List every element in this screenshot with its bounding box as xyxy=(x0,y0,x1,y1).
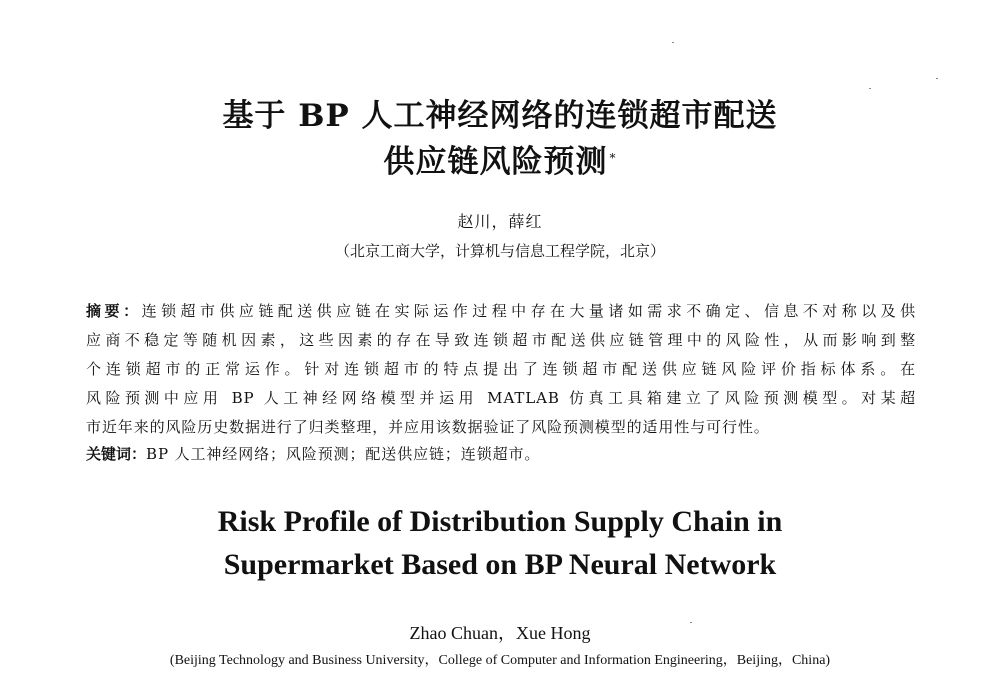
scan-speck xyxy=(869,88,871,89)
abstract-line-text: 连锁超市供应链配送供应链在实际运作过程中存在大量诸如需求不确定、信息不对称以及供 xyxy=(141,302,916,320)
english-title-line-1: Risk Profile of Distribution Supply Chain in xyxy=(217,505,783,538)
scan-speck xyxy=(936,78,938,79)
abstract-line: 应商不稳定等随机因素，这些因素的存在导致连锁超市配送供应链管理中的风险性，从而影响到整 xyxy=(86,331,916,349)
abstract-label: 摘要： xyxy=(86,302,142,320)
english-affiliation: (Beijing Technology and Business University，College of Computer and Information Engineering，Beijing，China) xyxy=(169,653,831,668)
scan-speck xyxy=(672,42,674,43)
abstract-line: 个连锁超市的正常运作。针对连锁超市的特点提出了连锁超市配送供应链风险评价指标体系。在 xyxy=(86,360,916,378)
title-footnote-mark: * xyxy=(609,151,617,165)
keywords-label: 关键词： xyxy=(86,445,147,463)
chinese-abstract xyxy=(86,297,916,442)
chinese-title-line-2-text: 供应链风险预测 xyxy=(383,144,608,180)
abstract-line: 市近年来的风险历史数据进行了归类整理，并应用该数据验证了风险预测模型的适用性与可行性。 xyxy=(86,418,770,436)
keywords-text: BP 人工神经网络；风险预测；配送供应链；连锁超市。 xyxy=(146,445,541,463)
chinese-title-line-2 xyxy=(100,142,900,182)
abstract-line: 风险预测中应用 BP 人工神经网络模型并运用 MATLAB 仿真工具箱建立了风险预测模型。对某超 xyxy=(86,389,916,407)
chinese-affiliation: （北京工商大学，计算机与信息工程学院，北京） xyxy=(334,242,665,260)
english-title-line-2: Supermarket Based on BP Neural Network xyxy=(223,548,777,581)
chinese-title-line-1: 基于 BP 人工神经网络的连锁超市配送 xyxy=(222,98,778,134)
chinese-keywords xyxy=(86,442,540,466)
english-authors: Zhao Chuan，Xue Hong xyxy=(409,623,591,643)
abstract-line xyxy=(86,297,916,326)
chinese-authors: 赵川，薛红 xyxy=(457,212,543,231)
